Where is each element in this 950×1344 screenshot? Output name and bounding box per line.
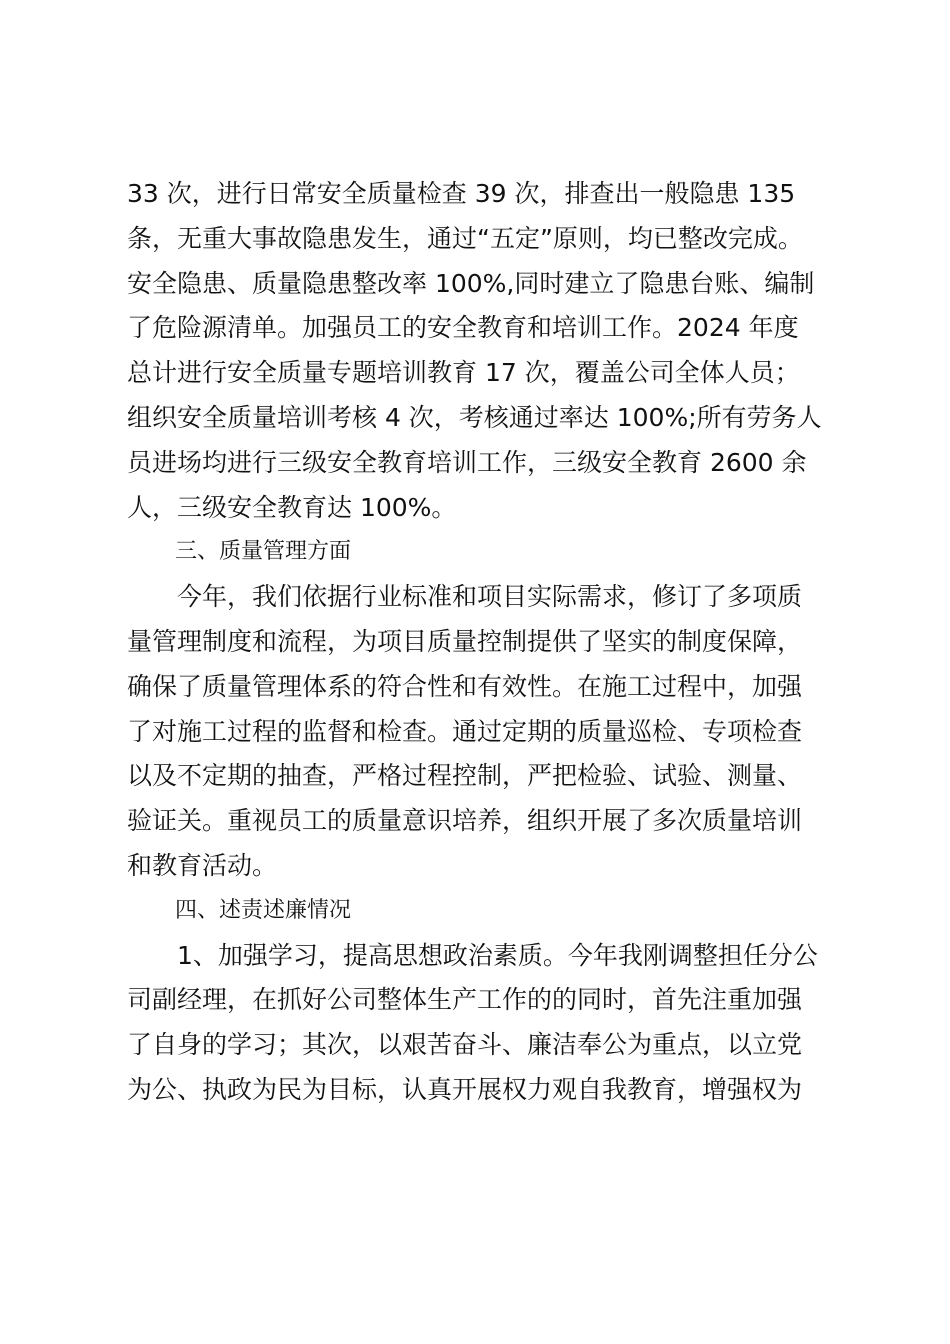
text-line: 了危险源清单。加强员工的安全教育和培训工作。2024 年度 xyxy=(127,313,799,343)
text-line: 了对施工过程的监督和检查。通过定期的质量巡检、专项检查 xyxy=(127,716,803,746)
text-line: 司副经理，在抓好公司整体生产工作的的同时，首先注重加强 xyxy=(127,985,803,1015)
text-line: 1、加强学习，提高思想政治素质。今年我刚调整担任分公 xyxy=(177,940,818,970)
text-line: 33 次，进行日常安全质量检查 39 次，排查出一般隐患 135 xyxy=(127,179,796,208)
text-line: 今年，我们依据行业标准和项目实际需求，修订了多项质 xyxy=(177,582,803,612)
text-line: 组织安全质量培训考核 4 次，考核通过率达 100%;所有劳务人 xyxy=(127,402,822,432)
text-line: 安全隐患、质量隐患整改率 100%,同时建立了隐患台账、编制 xyxy=(127,268,815,298)
section-heading: 四、述责述廉情况 xyxy=(175,897,352,923)
text-line: 员进场均进行三级安全教育培训工作，三级安全教育 2600 余 xyxy=(127,447,807,477)
text-line: 确保了质量管理体系的符合性和有效性。在施工过程中，加强 xyxy=(127,671,803,701)
text-line: 验证关。重视员工的质量意识培养，组织开展了多次质量培训 xyxy=(127,806,803,836)
document-body xyxy=(127,172,837,1113)
section-heading: 三、质量管理方面 xyxy=(175,539,352,565)
text-line: 以及不定期的抽查，严格过程控制，严把检验、试验、测量、 xyxy=(127,761,803,791)
text-line: 条，无重大事故隐患发生，通过“五定”原则，均已整改完成。 xyxy=(127,223,803,253)
text-line: 人，三级安全教育达 100%。 xyxy=(127,492,457,522)
text-line: 总计进行安全质量专题培训教育 17 次，覆盖公司全体人员； xyxy=(127,358,800,388)
text-line: 了自身的学习；其次，以艰苦奋斗、廉洁奉公为重点，以立党 xyxy=(127,1030,803,1060)
text-line: 为公、执政为民为目标，认真开展权力观自我教育，增强权为 xyxy=(127,1074,803,1104)
text-line: 和教育活动。 xyxy=(127,850,278,880)
text-line: 量管理制度和流程，为项目质量控制提供了坚实的制度保障， xyxy=(127,626,803,656)
